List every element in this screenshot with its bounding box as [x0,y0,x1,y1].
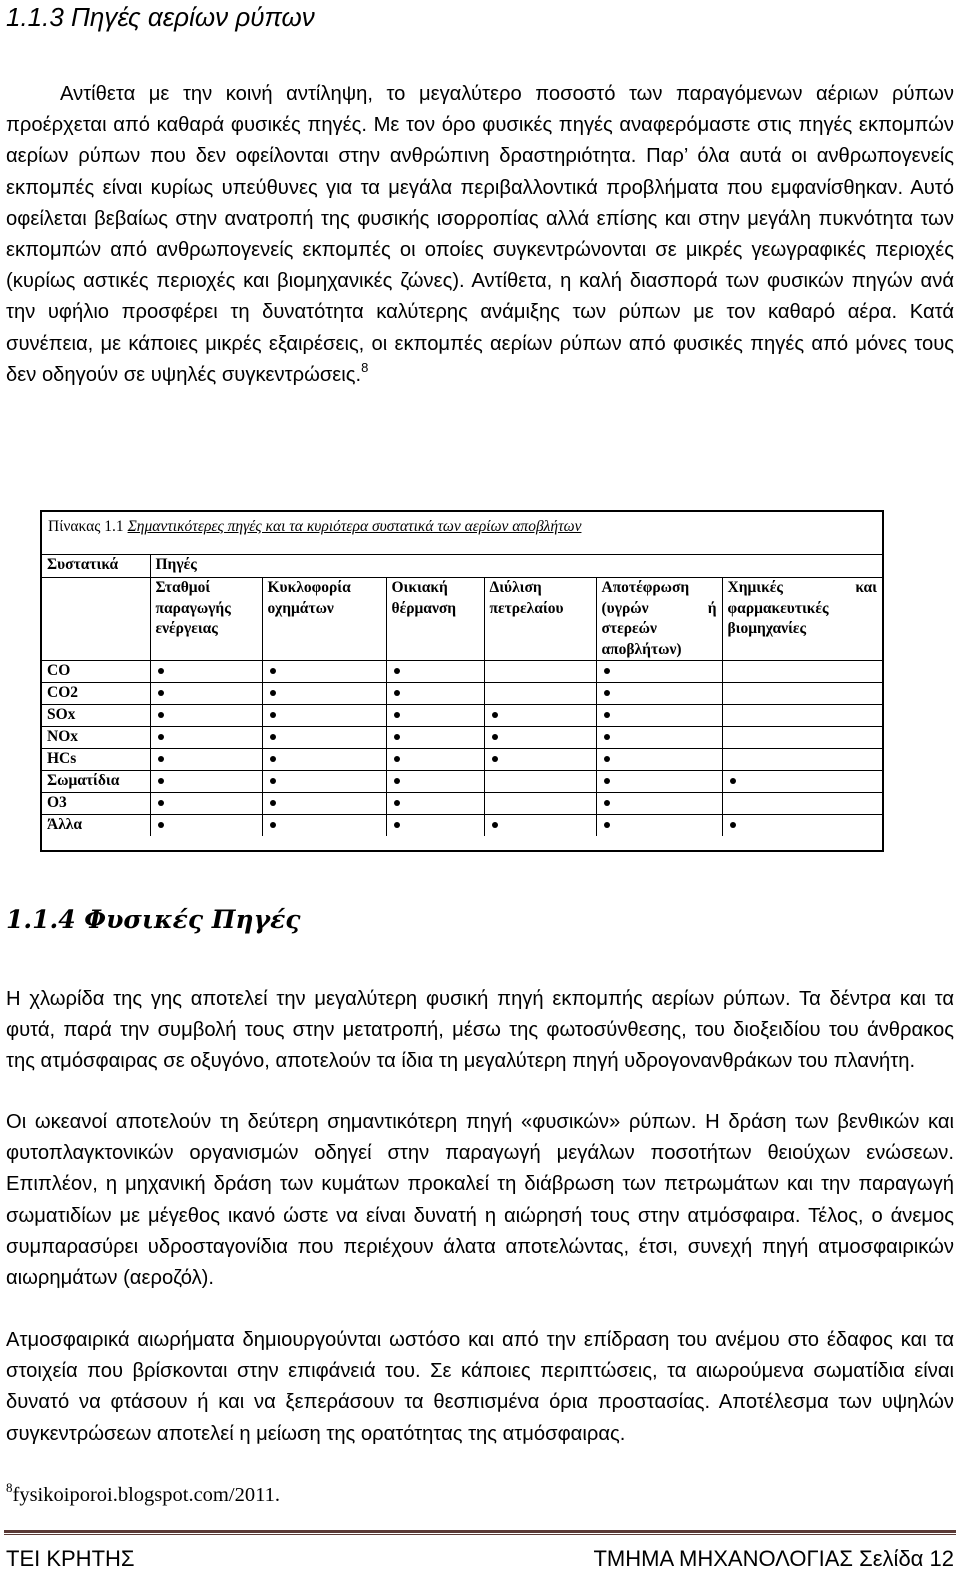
row-component-name: NOx [47,728,78,745]
row-source-cell [484,683,596,705]
intro-paragraph [6,79,954,391]
header-sources-label: Πηγές [155,556,197,573]
sources-table [40,510,884,852]
bullet-mark-icon [158,800,164,806]
row-source-cell [722,683,882,705]
row-source-cell [262,771,386,793]
bullet-mark-icon [270,800,276,806]
subheader-chemical [722,578,882,661]
bullet-mark-icon [270,712,276,718]
footnote-number: 8 [6,1480,13,1495]
bullet-mark-icon [492,756,498,762]
subheader-vehicles [262,578,386,661]
table-header-row [42,555,882,578]
row-source-cell [386,793,484,815]
row-source-cell [262,661,386,683]
table-row [42,815,882,837]
footnote-text: fysikoiporoi.blogspot.com/2011. [12,1484,280,1506]
row-source-cell [722,727,882,749]
table-row [42,749,882,771]
row-source-cell [150,705,262,727]
subheader-label: Χημικές και φαρμακευτικές βιομηχανίες [727,579,877,637]
bullet-mark-icon [604,690,610,696]
row-source-cell [262,793,386,815]
bullet-mark-icon [270,734,276,740]
row-source-cell [484,749,596,771]
row-source-cell [596,749,722,771]
row-source-cell [386,661,484,683]
header-component [42,555,150,578]
row-source-cell [262,705,386,727]
bullet-mark-icon [492,734,498,740]
subheader-label: Διύλιση πετρελαίου [489,579,564,617]
table-row [42,727,882,749]
row-source-cell [262,749,386,771]
row-source-cell [596,683,722,705]
row-component-name: Σωματίδια [47,772,120,789]
row-source-cell [262,683,386,705]
row-source-cell [150,683,262,705]
row-source-cell [484,793,596,815]
bullet-mark-icon [604,800,610,806]
row-source-cell [386,815,484,837]
aerosols-paragraph: Ατμοσφαιρικά αιωρήματα δημιουργούνται ωστόσο και από την επίδραση του ανέμου στο έδαφος και τα στοιχεία που βρίσκονται στην επιφάνειά του. Σε κάποιες περιπτώσεις, τα αιωρούμενα σωματίδια είναι δυνατό να φτάσουν ή και να ξεπεράσουν τα θεσπισμένα όρια προστασίας. Αποτέλεσμα των υψηλών συγκεντρώσεων αποτελεί η μείωση της ορατότητας της ατμόσφαιρας. [6,1329,954,1445]
footer-rule-thick [4,1530,956,1533]
table-row [42,771,882,793]
subheader-refining [484,578,596,661]
row-component-cell [42,771,150,793]
row-source-cell [150,727,262,749]
row-source-cell [596,661,722,683]
row-source-cell [262,815,386,837]
table-row [42,705,882,727]
row-source-cell [484,661,596,683]
bullet-mark-icon [270,778,276,784]
bullet-mark-icon [730,778,736,784]
bullet-mark-icon [604,822,610,828]
bullet-mark-icon [394,778,400,784]
bullet-mark-icon [158,822,164,828]
table-row [42,683,882,705]
table-caption [48,517,581,538]
bullet-mark-icon [394,800,400,806]
table-caption-label: Πίνακας 1.1 [48,518,124,535]
row-component-cell [42,683,150,705]
row-source-cell [722,793,882,815]
flora-paragraph: Η χλωρίδα της γης αποτελεί την μεγαλύτερη φυσική πηγή εκπομπής αερίων ρύπων. Τα δέντρα και τα φυτά, παρά την συμβολή τους στην μετατροπή, μέσω της φωτοσύνθεσης, του διοξειδίου του άνθρακος της ατμόσφαιρας σε οξυγόνο, αποτελούν τα ίδια τη μεγαλύτερη πηγή υδρογονανθράκων του πλανήτη. [6,988,954,1073]
subheader-label: Οικιακή θέρμανση [391,579,457,617]
row-source-cell [596,771,722,793]
oceans-paragraph: Οι ωκεανοί αποτελούν τη δεύτερη σημαντικότερη πηγή «φυσικών» ρύπων. Η δράση των βενθικών και φυτοπλαγκτονικών οργανισμών οδηγεί στην παραγωγή μεγάλων ποσοτήτων θειούχων ενώσεων. Επιπλέον, η μηχανική δράση των κυμάτων προκαλεί τη διάβρωση των πετρωμάτων και την παραγωγή σωματιδίων με μέγεθος ικανό ώστε να είναι δυνατή η αιώρησή τους στην ατμόσφαιρα. Τέλος, ο άνεμος συμπαρασύρει υδροσταγονίδια που περιέχουν άλατα αποτελώντας, έτσι, συνεχή πηγή ατμοσφαιρικών αιωρημάτων (αεροζόλ). [6,1111,954,1290]
subheader-incineration [596,578,722,661]
row-source-cell [386,705,484,727]
bullet-mark-icon [394,822,400,828]
bullet-mark-icon [394,734,400,740]
subheader-label: Αποτέφρωση (υγρών ή στερεών αποβλήτων) [601,579,717,658]
subheader-label: Σταθμοί παραγωγής ενέργειας [155,579,231,637]
bullet-mark-icon [394,668,400,674]
row-source-cell [484,815,596,837]
bullet-mark-icon [158,712,164,718]
subheader-label: Κυκλοφορία οχημάτων [267,579,351,617]
row-source-cell [596,727,722,749]
bullet-mark-icon [730,822,736,828]
footnote [6,1480,280,1510]
bullet-mark-icon [492,712,498,718]
table-caption-text: Σημαντικότερες πηγές και τα κυριότερα συστατικά των αερίων αποβλήτων [127,518,582,535]
row-source-cell [596,793,722,815]
bullet-mark-icon [604,778,610,784]
bullet-mark-icon [604,668,610,674]
row-source-cell [722,661,882,683]
bullet-mark-icon [604,756,610,762]
header-sources [150,555,882,578]
row-component-name: SOx [47,706,76,723]
bullet-mark-icon [604,734,610,740]
row-source-cell [150,749,262,771]
row-source-cell [386,771,484,793]
row-component-cell [42,793,150,815]
row-component-cell [42,705,150,727]
row-component-cell [42,661,150,683]
row-component-cell [42,749,150,771]
row-source-cell [150,661,262,683]
row-source-cell [150,771,262,793]
row-source-cell [262,727,386,749]
section-heading-1-1-3: 1.1.3 Πηγές αερίων ρύπων [6,2,315,32]
footer-rule-thin [4,1534,956,1535]
footnote-reference: 8 [361,359,369,375]
bullet-mark-icon [158,778,164,784]
row-component-name: CO [47,662,71,679]
row-component-name: CO2 [47,684,78,701]
bullet-mark-icon [270,756,276,762]
bullet-mark-icon [158,690,164,696]
row-source-cell [386,749,484,771]
row-component-name: HCs [47,750,77,767]
header-component-label: Συστατικά [47,556,119,573]
sources-grid [42,554,882,836]
footer-institution: ΤΕΙ ΚΡΗΤΗΣ [6,1546,135,1571]
row-source-cell [150,793,262,815]
row-source-cell [722,771,882,793]
intro-paragraph-text: Αντίθετα με την κοινή αντίληψη, το μεγαλύτερο ποσοστό των παραγόμενων αέριων ρύπων προέρχεται από καθαρά φυσικές πηγές. Με τον όρο φυσικές πηγές αναφερόμαστε στις πηγές εκπομπών αερίων ρύπων που δεν οφείλονται στην ανθρώπινη δραστηριότητα. Παρ’ όλα αυτά οι ανθρωπογενείς εκπομπές είναι κυρίως υπεύθυνες για τα μεγάλα περιβαλλοντικά προβλήματα που εμφανίσθηκαν. Αυτό οφείλεται βεβαίως στην ανατροπή της φυσικής ισορροπίας αλλά επίσης και στην μεγάλη πυκνότητα των εκπομπών από ανθρωπογενείς εκπομπές οι οποίες συγκεντρώνονται σε μικρές γεωγραφικές περιοχές (κυρίως αστικές περιοχές και βιομηχανικές ζώνες). Αντίθετα, η καλή διασπορά των φυσικών πηγών ανά την υφήλιο προσφέρει τη δυνατότητα καλύτερης ανάμιξης των ρύπων με τον καθαρό αέρα. Κατά συνέπεια, με κάποιες μικρές εξαιρέσεις, οι εκπομπές αερίων ρύπων από φυσικές πηγές από μόνες τους δεν οδηγούν σε υψηλές συγκεντρώσεις. [6,83,954,386]
bullet-mark-icon [270,690,276,696]
row-source-cell [596,815,722,837]
row-source-cell [484,771,596,793]
bullet-mark-icon [394,690,400,696]
bullet-mark-icon [394,756,400,762]
bullet-mark-icon [158,734,164,740]
subheader-heating [386,578,484,661]
subheader-empty [42,578,150,661]
table-row [42,661,882,683]
row-source-cell [722,705,882,727]
row-source-cell [596,705,722,727]
bullet-mark-icon [158,756,164,762]
row-source-cell [386,727,484,749]
row-component-name: Άλλα [47,816,83,833]
row-source-cell [150,815,262,837]
row-component-cell [42,727,150,749]
row-component-name: O3 [47,794,67,811]
subheader-power-plants [150,578,262,661]
row-source-cell [386,683,484,705]
row-component-cell [42,815,150,837]
table-row [42,793,882,815]
bullet-mark-icon [394,712,400,718]
bullet-mark-icon [158,668,164,674]
row-source-cell [484,705,596,727]
footer-department-page: ΤΜΗΜΑ ΜΗΧΑΝΟΛΟΓΙΑΣ Σελίδα 12 [593,1546,954,1571]
bullet-mark-icon [270,668,276,674]
bullet-mark-icon [270,822,276,828]
row-source-cell [722,749,882,771]
row-source-cell [484,727,596,749]
section-heading-1-1-4: 1.1.4 Φυσικές Πηγές [6,905,301,934]
table-subheader-row [42,578,882,661]
row-source-cell [722,815,882,837]
bullet-mark-icon [604,712,610,718]
bullet-mark-icon [492,822,498,828]
